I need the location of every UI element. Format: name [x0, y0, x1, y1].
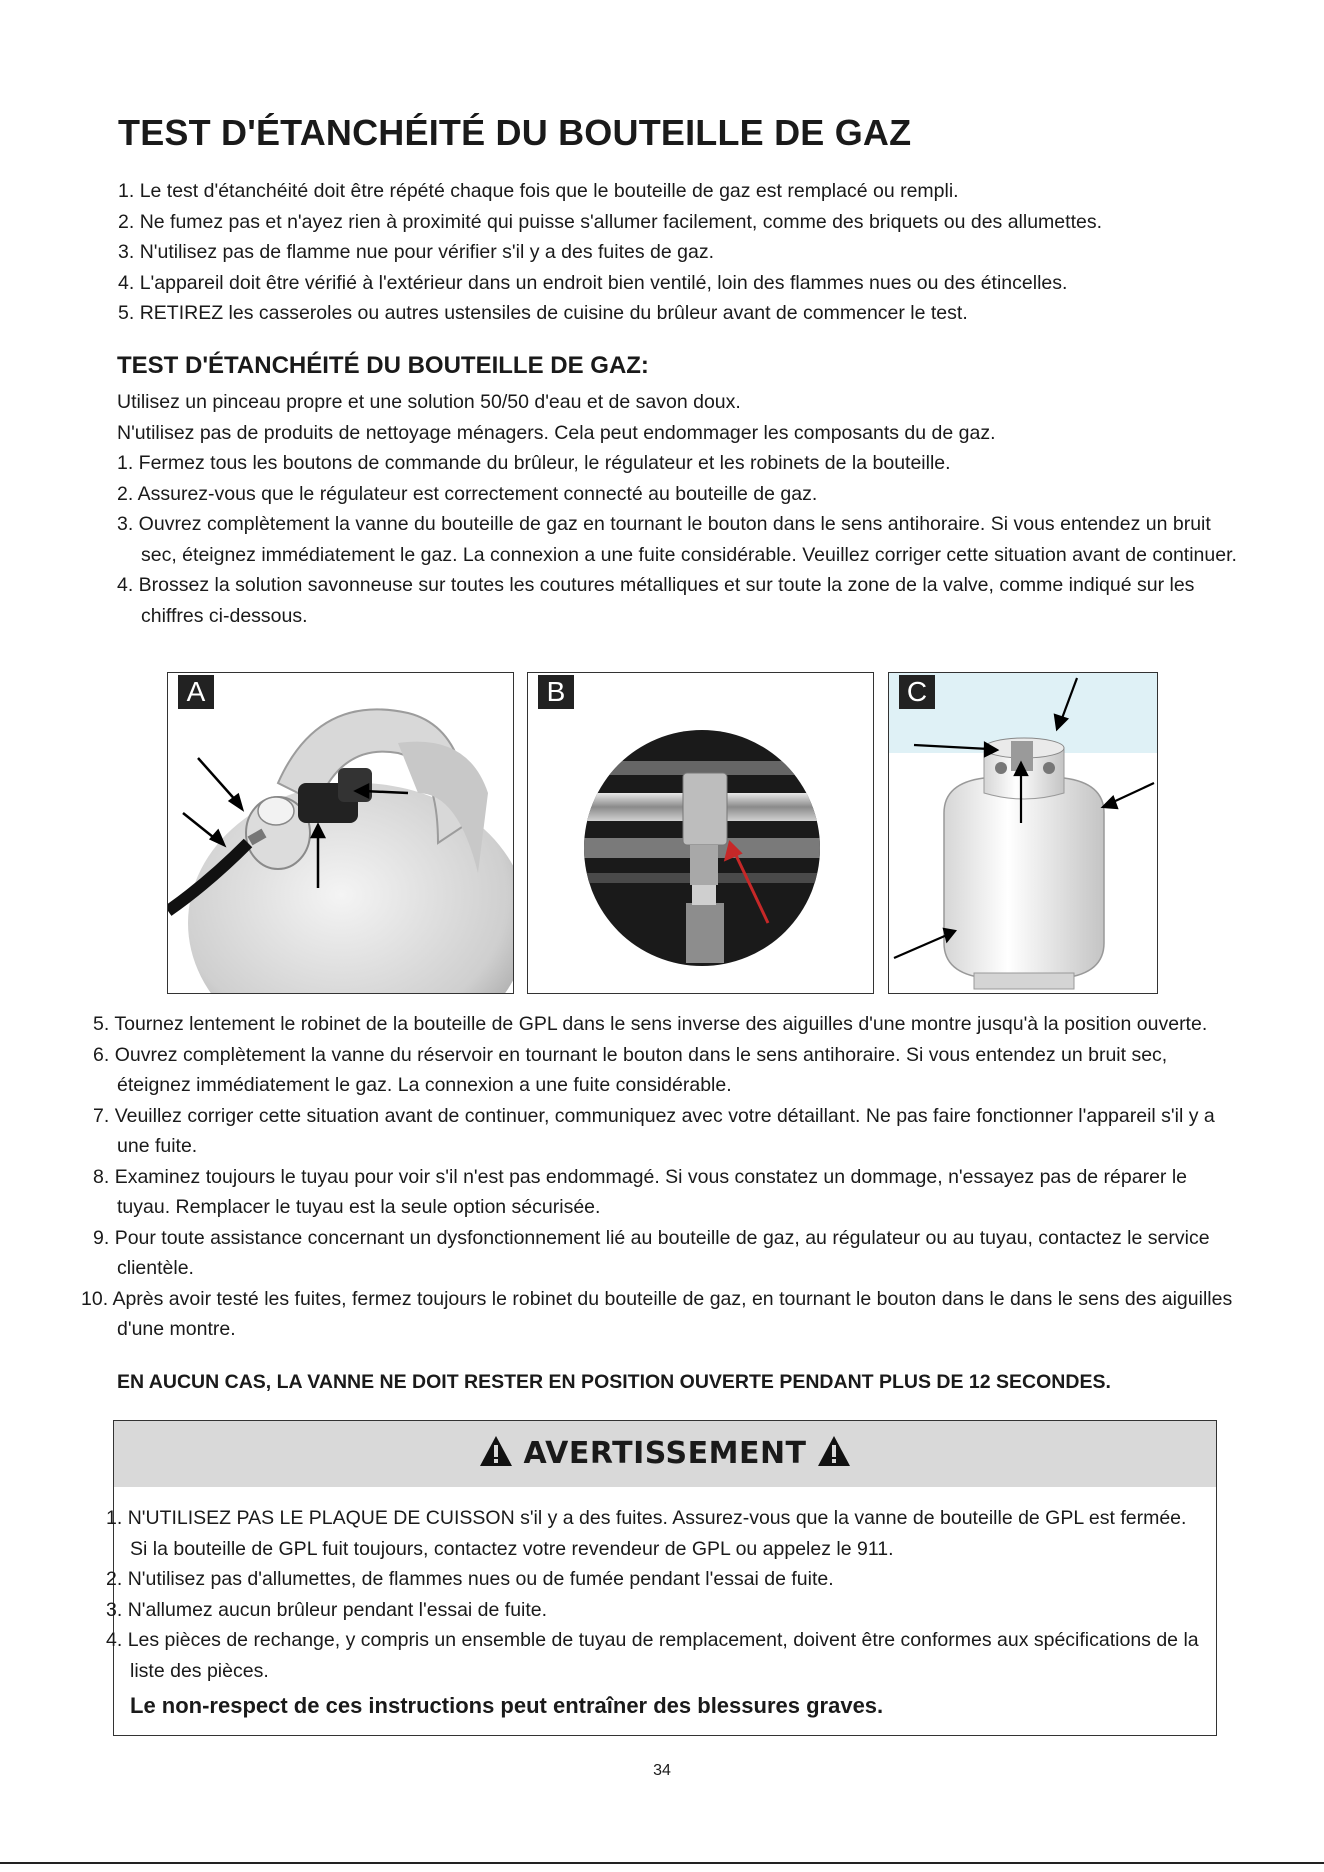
- item-text: N'UTILISEZ PAS LE PLAQUE DE CUISSON s'il y a des fuites. Assurez-vous que la vanne de bouteille de GPL est fermée. Si la bouteille de GPL fuit toujours, contactez votre revendeur de GPL ou appelez le 911.: [127, 1507, 1187, 1560]
- list-item: [118, 268, 1102, 299]
- connector-closeup-illustration: [528, 673, 873, 993]
- list-item: [106, 1564, 1205, 1595]
- test-step: 3. Ouvrez complètement la vanne du bouteille de gaz en tournant le bouton dans le sens antihoraire. Si vous entendez un bruit sec, éteignez immédiatement le gaz. La connexion a une fuite considérable. Veuillez corriger cette situation avant de continuer.: [117, 513, 1237, 566]
- item-text: Pour toute assistance concernant un dysfonctionnement lié au bouteille de gaz, au régulateur ou au tuyau, contactez le service clientèle.: [114, 1226, 1210, 1279]
- instruction-line: Utilisez un pinceau propre et une solution 50/50 d'eau et de savon doux.: [117, 391, 741, 413]
- item-number: 3.: [118, 241, 135, 263]
- figure-label: A: [178, 675, 214, 709]
- item-number: 1.: [118, 180, 135, 202]
- item-number: 8.: [93, 1165, 110, 1188]
- warning-icon: [479, 1435, 513, 1475]
- test-step: 4. Brossez la solution savonneuse sur toutes les coutures métalliques et sur toute la zone de la valve, comme indiqué sur les chiffres ci-dessous.: [117, 574, 1195, 627]
- item-number: 1.: [106, 1507, 123, 1529]
- warning-box: [106, 1420, 1217, 1736]
- list-item: [118, 237, 1102, 268]
- figure-b: [527, 672, 874, 994]
- list-item: [93, 1101, 1237, 1162]
- item-text: Examinez toujours le tuyau pour voir s'il n'est pas endommagé. Si vous constatez un dommage, n'essayez pas de réparer le tuyau. Remplacer le tuyau est la seule option sécurisée.: [114, 1165, 1188, 1218]
- warning-title: AVERTISSEMENT: [523, 1436, 807, 1471]
- figure-label: C: [899, 675, 935, 709]
- item-number: 2.: [106, 1568, 123, 1590]
- item-number: 9.: [93, 1226, 110, 1249]
- procedure-list: [81, 1009, 1237, 1345]
- list-item: [93, 1040, 1237, 1101]
- item-text: Tournez lentement le robinet de la bouteille de GPL dans le sens inverse des aiguilles d'une montre jusqu'à la position ouverte.: [114, 1013, 1208, 1035]
- page-number: 34: [653, 1762, 671, 1779]
- list-item: [93, 1009, 1237, 1040]
- warning-icon: [817, 1435, 851, 1475]
- item-text: N'allumez aucun brûleur pendant l'essai de fuite.: [127, 1598, 548, 1621]
- figure-c: [888, 672, 1158, 994]
- item-number: 5.: [118, 302, 135, 324]
- item-text: Ne fumez pas et n'ayez rien à proximité qui puisse s'allumer facilement, comme des briquets ou des allumettes.: [139, 210, 1102, 233]
- section-heading: TEST D'ÉTANCHÉITÉ DU BOUTEILLE DE GAZ:: [117, 352, 649, 379]
- list-item: [93, 1223, 1237, 1284]
- item-text: N'utilisez pas d'allumettes, de flammes nues ou de fumée pendant l'essai de fuite.: [127, 1568, 834, 1590]
- list-item: [118, 298, 1102, 329]
- test-step: 1. Fermez tous les boutons de commande du brûleur, le régulateur et les robinets de la bouteille.: [117, 452, 951, 474]
- list-item: [106, 1503, 1205, 1564]
- footer-rule: [0, 1862, 1324, 1864]
- item-text: Veuillez corriger cette situation avant de continuer, communiquez avec votre détaillant. Ne pas faire fonctionner l'appareil s'il y a une fuite.: [114, 1104, 1215, 1157]
- item-number: 10.: [81, 1287, 109, 1310]
- figure-a: [167, 672, 514, 994]
- list-item: [106, 1625, 1205, 1686]
- figure-label: B: [538, 675, 574, 709]
- item-number: 7.: [93, 1104, 110, 1127]
- warning-list: [106, 1503, 1205, 1686]
- caution-statement: EN AUCUN CAS, LA VANNE NE DOIT RESTER EN POSITION OUVERTE PENDANT PLUS DE 12 SECONDES.: [117, 1371, 1111, 1393]
- item-text: Le test d'étanchéité doit être répété chaque fois que le bouteille de gaz est remplacé ou rempli.: [139, 180, 959, 202]
- item-number: 4.: [106, 1629, 123, 1651]
- item-text: Ouvrez complètement la vanne du réservoir en tournant le bouton dans le sens antihoraire. Si vous entendez un bruit sec, éteignez immédiatement le gaz. La connexion a une fuite considérable.: [114, 1043, 1168, 1096]
- item-text: Les pièces de rechange, y compris un ensemble de tuyau de remplacement, doivent être conformes aux spécifications de la liste des pièces.: [127, 1629, 1199, 1682]
- list-item: [93, 1162, 1237, 1223]
- list-item: [81, 1284, 1237, 1345]
- instruction-line: N'utilisez pas de produits de nettoyage ménagers. Cela peut endommager les composants du de gaz.: [117, 421, 996, 444]
- item-number: 4.: [118, 271, 135, 294]
- full-cylinder-illustration: [889, 673, 1157, 993]
- test-instructions: [117, 387, 1237, 631]
- item-text: N'utilisez pas de flamme nue pour vérifier s'il y a des fuites de gaz.: [139, 241, 714, 263]
- list-item: [106, 1595, 1205, 1626]
- item-text: RETIREZ les casseroles ou autres ustensiles de cuisine du brûleur avant de commencer le test.: [139, 302, 968, 324]
- item-text: L'appareil doit être vérifié à l'extérieur dans un endroit bien ventilé, loin des flammes nues ou des étincelles.: [139, 271, 1068, 294]
- test-step: 2. Assurez-vous que le régulateur est correctement connecté au bouteille de gaz.: [117, 482, 818, 505]
- page-title: TEST D'ÉTANCHÉITÉ DU BOUTEILLE DE GAZ: [118, 112, 912, 153]
- safety-list: [118, 176, 1102, 329]
- item-number: 6.: [93, 1043, 110, 1066]
- item-number: 5.: [93, 1013, 110, 1035]
- warning-title-row: [114, 1435, 1216, 1475]
- item-number: 2.: [118, 210, 135, 233]
- list-item: [118, 207, 1102, 238]
- warning-consequence: Le non-respect de ces instructions peut entraîner des blessures graves.: [130, 1693, 884, 1718]
- list-item: [118, 176, 1102, 207]
- cylinder-valve-illustration: [168, 673, 513, 993]
- item-number: 3.: [106, 1598, 123, 1621]
- item-text: Après avoir testé les fuites, fermez toujours le robinet du bouteille de gaz, en tournant le bouton dans le dans le sens des aiguilles d'une montre.: [112, 1287, 1233, 1340]
- warning-header: [114, 1421, 1216, 1487]
